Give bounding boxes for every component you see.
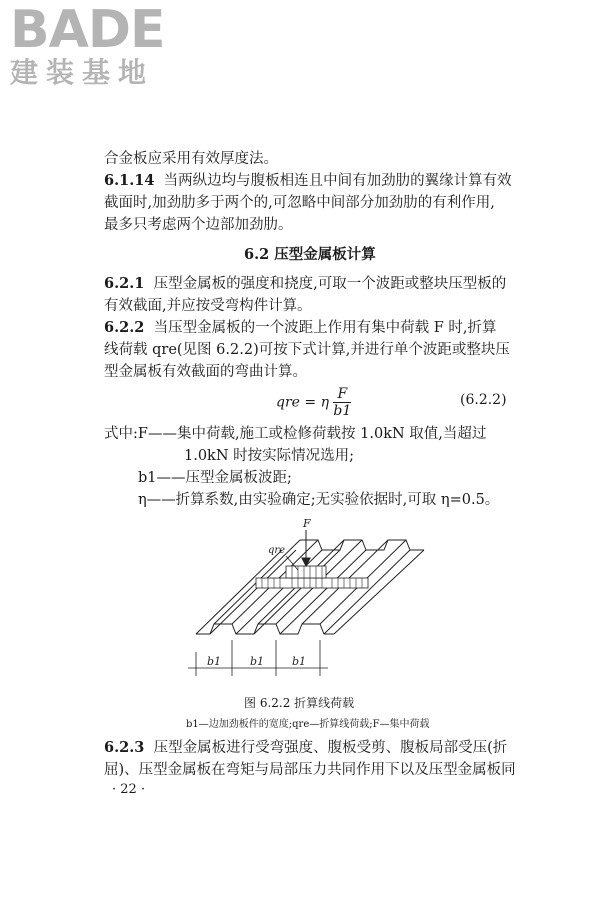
text-line-14: η——折算系数,由实验确定;无实验依据时,可取 η=0.5。	[138, 492, 500, 508]
label-b1-third: b1	[292, 655, 307, 668]
text-line-1: 合金板应采用有效厚度法。	[104, 151, 278, 167]
text-line-9: 线荷载 qre(见图 6.2.2)可按下式计算,并进行单个波距或整块压	[104, 342, 510, 358]
text-line-7: 有效截面,并应按受弯构件计算。	[104, 298, 312, 314]
formula-numerator: F	[333, 386, 351, 403]
text-line-15: 6.2.3 压型金属板进行受弯强度、腹板受剪、腹板局部受压(折	[104, 739, 508, 756]
logo-subtitle: 建装基地	[10, 56, 155, 89]
section-heading: 6.2 压型金属板计算	[244, 246, 376, 263]
equation-number: (6.2.2)	[460, 392, 507, 408]
force-arrow	[302, 530, 310, 566]
text-line-13: b1——压型金属板波距;	[138, 470, 292, 486]
figure-caption: 图 6.2.2 折算线荷载	[244, 696, 355, 710]
text-line-8: 6.2.2 当压型金属板的一个波距上作用有集中荷载 F 时,折算	[104, 319, 497, 336]
figure-legend: b1—边加劲板件的宽度;qre—折算线荷载;F—集中荷载	[186, 719, 430, 730]
text-line-4: 最多只考虑两个边部加劲肋。	[104, 217, 293, 233]
text-line-10: 型金属板有效截面的弯曲计算。	[104, 364, 307, 380]
page-number: · 22 ·	[112, 782, 146, 797]
label-qre: qre	[268, 545, 286, 556]
formula-denominator: b1	[333, 403, 352, 419]
text-line-2: 6.1.14 当两纵边均与腹板相连且中间有加劲肋的翼缘计算有效	[104, 172, 512, 189]
text-line-6: 6.2.1 压型金属板的强度和挠度,可取一个波距或整块压型板的	[104, 275, 507, 292]
logo-brand: BADE	[10, 0, 165, 60]
formula-lhs: qre = η	[276, 394, 329, 411]
text-line-3: 截面时,加劲肋多于两个的,可忽略中间部分加劲肋的有利作用,	[104, 195, 495, 211]
text-line-16: 屈)、压型金属板在弯矩与局部压力共同作用下以及压型金属板同	[104, 762, 516, 778]
label-b1-first: b1	[207, 655, 222, 668]
line-load-strip	[256, 566, 368, 588]
label-b1-second: b1	[250, 655, 265, 668]
text-line-11: 式中:F——集中荷载,施工或检修荷载按 1.0kN 取值,当超过	[104, 426, 487, 442]
text-line-12: 1.0kN 时按实际情况选用;	[184, 448, 355, 464]
label-F: F	[303, 517, 311, 530]
